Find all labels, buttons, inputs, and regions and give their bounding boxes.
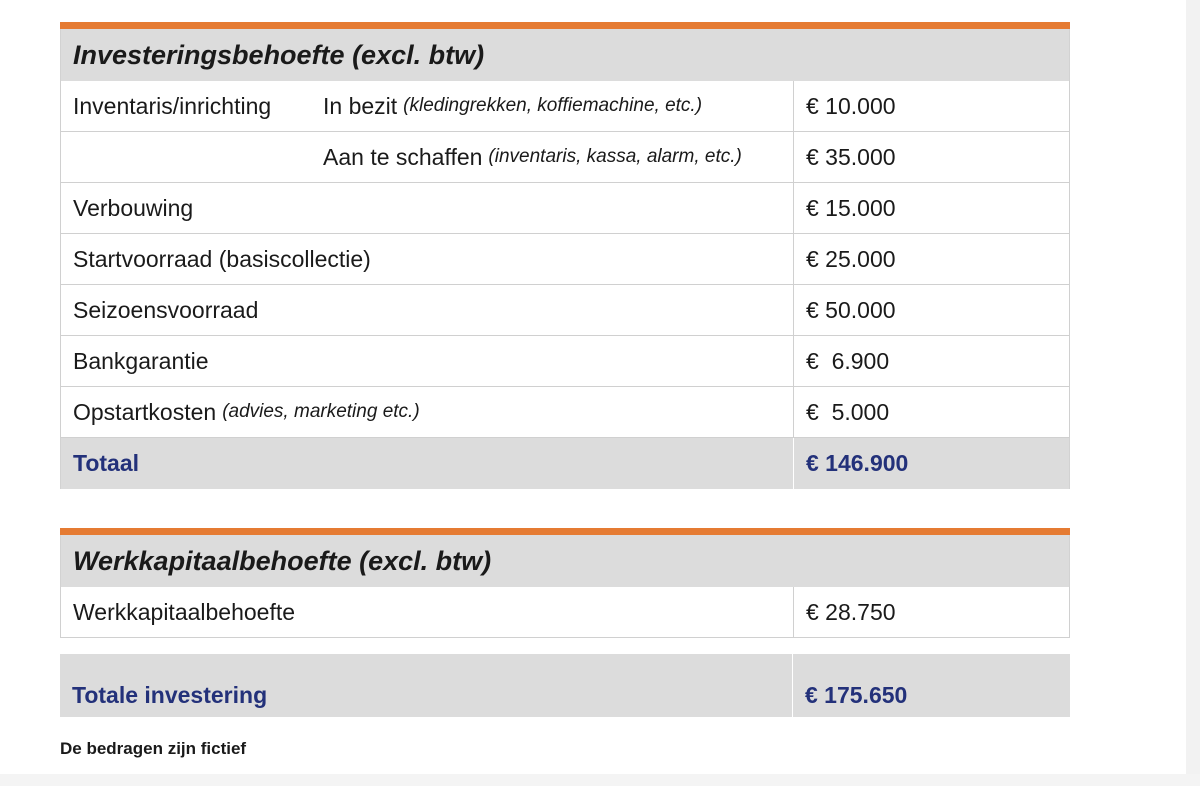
row-label-cell: [61, 132, 794, 182]
row-sublabel-main: Aan te schaffen: [323, 143, 483, 170]
total-amount: € 146.900: [806, 450, 909, 476]
row-label: Seizoensvoorraad: [61, 285, 794, 335]
investment-title: Investeringsbehoefte (excl. btw): [60, 29, 1070, 81]
table-row: [60, 285, 1070, 336]
row-amount: € 35.000: [806, 143, 896, 170]
accent-bar: [60, 528, 1070, 535]
row-sublabel: [323, 93, 702, 120]
row-amount: € 15.000: [806, 194, 896, 221]
working-capital-title: Werkkapitaalbehoefte (excl. btw): [60, 535, 1070, 587]
row-label: Werkkapitaalbehoefte: [61, 587, 794, 637]
row-sublabel-main: In bezit: [323, 92, 398, 119]
row-amount: € 10.000: [806, 92, 896, 119]
row-label-cell: [61, 387, 794, 437]
accent-bar: [60, 22, 1070, 29]
total-row: [60, 438, 1070, 489]
row-amount: € 28.750: [806, 598, 896, 625]
total-label: Totaal: [61, 438, 794, 489]
row-label: Bankgarantie: [61, 336, 794, 386]
table-row: [60, 387, 1070, 438]
table-row: [60, 183, 1070, 234]
page-gutter: [1186, 0, 1200, 786]
table-row: [60, 132, 1070, 183]
row-amount: € 6.900: [806, 347, 890, 374]
table-row: [60, 587, 1070, 638]
table-row: [60, 234, 1070, 285]
grand-total-row: [60, 654, 1070, 717]
grand-total-label: Totale investering: [60, 654, 793, 717]
row-label: Verbouwing: [61, 183, 794, 233]
footnote: De bedragen zijn fictief: [60, 739, 247, 758]
row-label: Inventaris/inrichting: [73, 92, 272, 119]
investment-table: [60, 22, 1070, 489]
row-label: Opstartkosten: [73, 398, 217, 425]
row-label: Startvoorraad (basiscollectie): [61, 234, 794, 284]
row-sublabel-note: (kledingrekken, koffiemachine, etc.): [403, 95, 703, 116]
row-label-note: (advies, marketing etc.): [222, 401, 420, 422]
row-sublabel-note: (inventaris, kassa, alarm, etc.): [488, 146, 742, 167]
row-amount: € 25.000: [806, 245, 896, 272]
row-amount: € 5.000: [806, 398, 890, 425]
grand-total-amount: € 175.650: [805, 682, 908, 708]
table-row: [60, 81, 1070, 132]
row-amount: € 50.000: [806, 296, 896, 323]
row-label-cell: [61, 81, 794, 131]
table-row: [60, 336, 1070, 387]
page-bottom-band: [0, 774, 1200, 786]
working-capital-table: [60, 528, 1070, 638]
row-sublabel: [323, 144, 742, 171]
